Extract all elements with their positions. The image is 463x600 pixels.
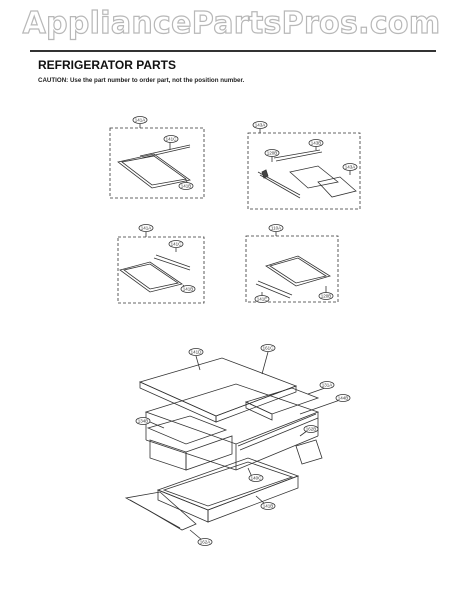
callout-label: 143A: [344, 164, 356, 170]
callout-label: 141C: [165, 136, 177, 142]
callout-label: 141D: [190, 349, 202, 355]
callout-label: 143A: [254, 122, 266, 128]
callout-label: 141B: [262, 503, 274, 509]
callout-label: 141A: [134, 117, 146, 123]
site-watermark: AppliancePartsPros.com: [22, 6, 441, 41]
callout-label: 120B: [320, 293, 332, 299]
callout-label: 161C: [262, 345, 274, 351]
callout-label: 141C: [170, 241, 182, 247]
callout-label: 141B: [180, 183, 192, 189]
callout-label: 141E: [256, 296, 268, 302]
shelf-assembly-2: [248, 129, 360, 209]
callout-label: 141A: [140, 225, 152, 231]
page-title: REFRIGERATOR PARTS: [38, 58, 177, 72]
callout-label: 143B: [310, 140, 322, 146]
callout-label: 120B: [266, 150, 278, 156]
callout-label: 110A: [270, 225, 282, 231]
callout-label: 131A: [321, 382, 333, 388]
callout-label: 134B: [137, 418, 149, 424]
callout-label: 140C: [250, 475, 262, 481]
callout-label: 141B: [182, 286, 194, 292]
callout-label: 162A: [199, 539, 211, 545]
callout-label: 162B: [305, 426, 317, 432]
shelf-assembly-4: [246, 232, 338, 302]
crisper-assembly: [126, 349, 340, 540]
caution-note: CAUTION: Use the part number to order part, not the position number.: [38, 77, 245, 84]
callout-label: 144B: [337, 395, 349, 401]
